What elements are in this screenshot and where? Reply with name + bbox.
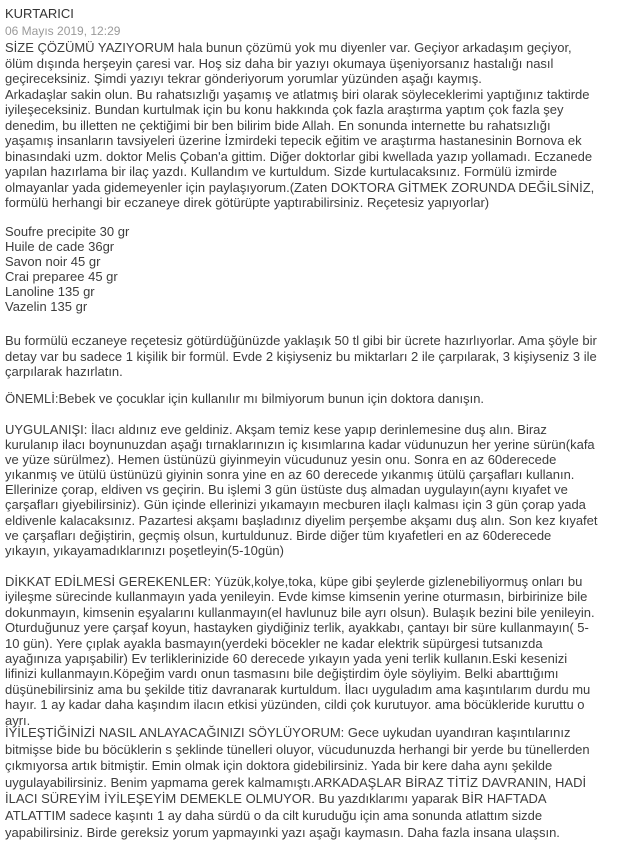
text-line: iyileşeceksiniz. Bundan kurtulmak için bu konu hakkında çok fazla araştırma yaptım çok fazla şey <box>5 102 564 117</box>
text-line: yapılan hazırlama bir ilaç yazdı. Kullandım ve kurtuldum. Sizde kurtulacaksınız. Formülü izmirde <box>5 164 557 179</box>
text-line: denedim, bu illetten ne çektiğimi bir ben bilirim bide Allah. En sonunda internette bu rahatsızlığı <box>5 117 551 133</box>
text-line: detay var bu sadece 1 kişilik bir formül. Evde 2 kişiyseniz bu miktarları 2 ile çarpılarak, 3 kişiyseniz 3 ile <box>5 348 597 364</box>
formula-list <box>5 224 129 314</box>
recovery-paragraph <box>5 725 590 841</box>
text-line: bitmişse bide bu böcüklerin s şeklinde tünelleri oluyor, vücudunuzda herhangi bir yerde bu tünellerden <box>5 741 590 757</box>
formula-item: Savon noir 45 gr <box>5 254 101 269</box>
text-line: çıkmıyorsa artık bitmiştir. Emin olmak için doktora gidebilirsiniz. Yada bir kere daha aynı şekilde <box>5 758 553 774</box>
text-line: kurulanıp ilacı boynunuzdan aşağı tırnaklarınızın iç kısımlarına kadar vüdunuzun her yerine sürün(kafa <box>5 437 595 453</box>
text-line: ölüm dışında herşeyin çaresi var. Hoş siz daha bir yazıyı okumaya üşeniyorsanız hastalığı nasıl <box>5 55 554 71</box>
text-line: ÖNEMLİ:Bebek ve çocuklar için kullanılır mı bilmiyorum bunun için doktora danışın. <box>5 391 485 406</box>
formula-item: Huile de cade 36gr <box>5 239 115 254</box>
formula-item: Soufre precipite 30 gr <box>5 224 130 239</box>
formula-item: Vazelin 135 gr <box>5 299 88 314</box>
formula-item: Crai preparee 45 gr <box>5 269 118 284</box>
text-line: hayır. 1 ay kadar daha kaşındım ilacın etkisi yüzünden, cildi çok kurutuyor. ama böcükleride kuruttu o <box>5 697 585 713</box>
text-line: ayrı. <box>5 712 31 728</box>
text-line: çarpılarak hazırlatın. <box>5 364 123 379</box>
text-line: Oturduğunuz yere çarşaf koyun, hastayken giydiğiniz terlik, ayakkabı, çantayı bir süre kullanmayın( 5- <box>5 620 589 636</box>
text-line: İYİLEŞTİĞİNİZİ NASIL ANLAYACAĞINIZI SÖYLÜYORUM: Gece uykudan uyandıran kaşıntılarınız <box>5 725 571 740</box>
text-line: ve yüze sürülmez). Hemen üstünüzü giyinmeyin vücudunuz yesin onu. Sonra en az 60derecede <box>5 452 557 468</box>
text-line: UYGULANIŞI: İlacı aldınız eve geldiniz. Akşam temiz kese yapıp derinlemesine duş alın. Biraz <box>5 422 547 437</box>
formula-item: Lanoline 135 gr <box>5 284 95 299</box>
text-line: 10 gün). Yere çıplak ayakla basmayın(yerdeki böcekler ne kadar elektrik süpürgesi tutsanızda <box>5 635 543 651</box>
text-line: binasındaki uzm. doktor Melis Çoban'a gittim. Diğer doktorlar gibi kwellada yazıp yollamadı. Eczanede <box>5 148 593 164</box>
text-line: çarşafları giyebilirsiniz). Gün içinde ellerinizi yıkamayın mecburen ilaçlı kalması için 3 gün çorap yada <box>5 497 586 513</box>
text-line: yıkanmış ve ütülü üstünüzü giyinin sonra yine en az 60 derecede yıkanmış ütülü çarşafları kullanın. <box>5 467 575 483</box>
text-line: uygulayabilirsiniz. Benim yapmama gerek kalmamıştı.ARKADAŞLAR BİRAZ TİTİZ DAVRANIN, HADİ <box>5 774 587 790</box>
precautions-paragraph <box>5 574 595 728</box>
text-line: iyileşme sürecinde kullanmayın yada yenileyin. Evde kimse kimsenin yerine oturmasın, birbirinize bile <box>5 589 588 605</box>
text-line: ayağınıza yapışabilir) Ev terliklerinizide 60 derecede yıkayın yada yeni terlik kullanın.Eski kesenizi <box>5 651 568 667</box>
text-line: lifinizi kullanmayın.Köpeğim vardı onun tasmasını bile değiştirdim öyle söyliyim. Belki abarttığımı <box>5 666 559 682</box>
text-line: yapabilirsiniz. Birde gereksiz yorum yapmayınki yazı aşağı kaymasın. Daha fazla insana ulaşsın. <box>5 824 560 840</box>
text-line: ATLATTIM sadece kaşıntı 1 ay daha sürdü o da cilt kuruduğu için ama sonunda atlattım sizde <box>5 807 543 823</box>
price-paragraph <box>5 333 597 380</box>
application-paragraph <box>5 422 598 558</box>
text-line: SİZE ÇÖZÜMÜ YAZIYORUM hala bunun çözümü yok mu diyenler var. Geçiyor arkadaşım geçiyor, <box>5 40 572 55</box>
text-line: düşünebilirsiniz ama bu şekilde titiz davranarak kurtuldum. İlacı uyguladım ama kaşıntılarım durdu mu <box>5 681 591 697</box>
text-line: eldivenle kalacaksınız. Pazartesi akşamı başladınız diyelim perşembe akşamı duş alın. Son kez kıyafet <box>5 512 598 528</box>
post-date: 06 Mayıs 2019, 12:29 <box>5 24 121 38</box>
text-line: geçireceksiniz. Şimdi yazıyı tekrar gönderiyorum yorumlar yüzünden aşağı kaymış. <box>5 71 482 86</box>
text-line: İLACI SÜREYİM İYİLEŞEYİM DEMEKLE OLMUYOR. Bu yazdıklarımı yaparak BİR HAFTADA <box>5 791 547 807</box>
text-line: dokunmayın, kimsenin eşyalarını kullanmayın(el havlunuz bile ayrı olsun). Bulaşık bezini bile yenileyin. <box>5 604 595 620</box>
text-line: yıkayın, yıkayamadıklarınızı poşetleyin(5-10gün) <box>5 542 284 558</box>
text-line: ve çarşafları değiştirin, geçmiş olsun, kurtuldunuz. Birde diğer tüm kıyafetleri en az 60derecede <box>5 527 552 543</box>
text-line: yaşamış insanların tavsiyeleri üzerine İzmirdeki tepecik eğitim ve araştırma hastanesinin Bornova ek <box>5 133 582 148</box>
text-line: Ellerinize çorap, eldiven vs geçirin. Bu işlemi 3 gün üstüste duş almadan uygulayın(aynı kıyafet ve <box>5 482 568 498</box>
author-name[interactable]: KURTARICI <box>5 6 74 21</box>
text-line: DİKKAT EDİLMESİ GEREKENLER: Yüzük,kolye,toka, küpe gibi şeylerde gizlenebiliyormuş onları bu <box>5 574 583 589</box>
text-line: Arkadaşlar sakin olun. Bu rahatsızlığı yaşamış ve atlatmış biri olarak söyleceklerimi yaptığınız taktirde <box>5 86 590 102</box>
text-line: Bu formülü eczaneye reçetesiz götürdüğünüzde yaklaşık 50 tl gibi bir ücrete hazırlıyorlar. Ama şöyle bir <box>5 333 597 348</box>
text-line: olmayanlar yada gidemeyenler için paylaşıyorum.(Zaten DOKTORA GİTMEK ZORUNDA DEĞİLSİNİZ, <box>5 179 595 195</box>
important-note <box>5 391 484 407</box>
intro-paragraph <box>5 40 594 211</box>
text-line: formülü herhangi bir eczaneye direk götürüpte yaptırabilirsiniz. Reçetesiz yapıyorlar) <box>5 195 490 210</box>
